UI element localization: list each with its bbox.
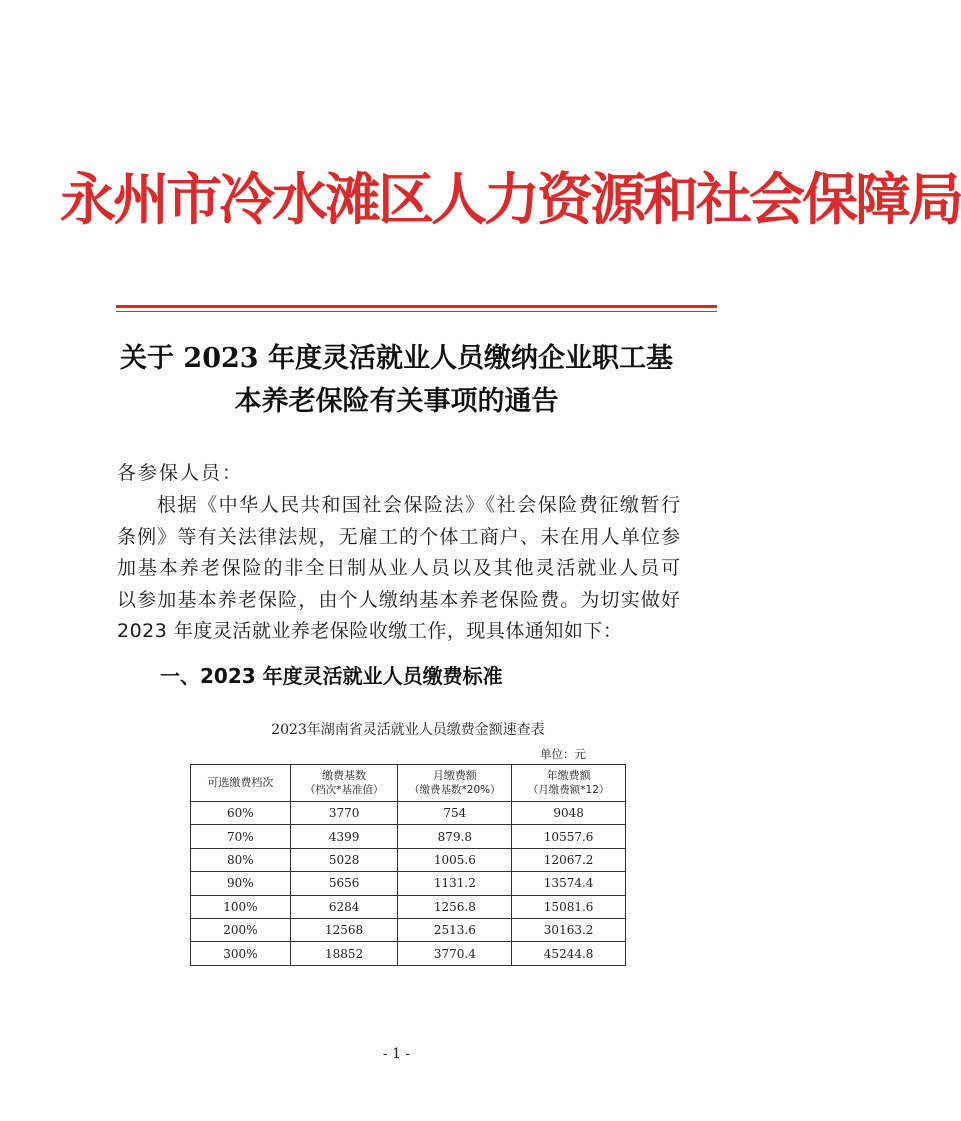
table-header-row: [191, 765, 626, 802]
header-sublabel: （缴费基数*20%）: [409, 784, 501, 796]
body-line: 以参加基本养老保险，由个人缴纳基本养老保险费。为切实做好: [117, 588, 680, 611]
table-row: [191, 918, 626, 941]
table-row: [191, 848, 626, 871]
table-row: [191, 942, 626, 965]
table-cell: 100%: [191, 895, 291, 918]
body-line: 根据《中华人民共和国社会保险法》《社会保险费征缴暂行: [157, 494, 680, 516]
table-cell: 70%: [191, 825, 291, 848]
header-sublabel: （月缴费额*12）: [527, 784, 610, 796]
body-paragraph: [117, 490, 680, 648]
header-label: 缴费基数: [322, 769, 367, 782]
table-row: [191, 825, 626, 848]
table-cell: 3770.4: [398, 942, 512, 965]
header-sublabel: （档次*基准值）: [304, 784, 384, 796]
table-header-cell: [290, 765, 398, 802]
table-cell: 45244.8: [512, 942, 626, 965]
table-cell: 10557.6: [512, 825, 626, 848]
table-cell: 1005.6: [398, 848, 512, 871]
table-cell: 30163.2: [512, 918, 626, 941]
table-cell: 18852: [290, 942, 398, 965]
table-cell: 879.8: [398, 825, 512, 848]
table-cell: 9048: [512, 802, 626, 825]
table-cell: 90%: [191, 872, 291, 895]
letterhead-red-rule-thick: [116, 305, 717, 308]
table-cell: 3770: [290, 802, 398, 825]
table-header-cell: [191, 765, 291, 802]
table-cell: 1256.8: [398, 895, 512, 918]
table-cell: 200%: [191, 918, 291, 941]
table-header-cell: [398, 765, 512, 802]
table-cell: 60%: [191, 802, 291, 825]
table-cell: 300%: [191, 942, 291, 965]
salutation: 各参保人员：: [117, 462, 244, 484]
table-cell: 5028: [290, 848, 398, 871]
header-label: 月缴费额: [432, 769, 477, 782]
table-row: [191, 872, 626, 895]
table-row: [191, 802, 626, 825]
fee-table: [190, 764, 626, 966]
header-label: 年缴费额: [546, 769, 591, 782]
table-cell: 12568: [290, 918, 398, 941]
table-cell: 80%: [191, 848, 291, 871]
letterhead-agency-name: 永州市冷水滩区人力资源和社会保障局: [60, 167, 961, 233]
table-cell: 2513.6: [398, 918, 512, 941]
table-caption: 2023年湖南省灵活就业人员缴费金额速查表: [271, 722, 545, 738]
table-header-cell: [512, 765, 626, 802]
notice-title: [90, 337, 703, 423]
notice-title-line-1: 关于 2023 年度灵活就业人员缴纳企业职工基: [120, 343, 673, 374]
table-cell: 12067.2: [512, 848, 626, 871]
table-unit-note: 单位：元: [540, 747, 586, 761]
table-cell: 15081.6: [512, 895, 626, 918]
table-cell: 1131.2: [398, 872, 512, 895]
table-cell: 4399: [290, 825, 398, 848]
letterhead-red-rule-thin: [116, 311, 717, 312]
section-heading: 一、2023 年度灵活就业人员缴费标准: [160, 664, 503, 688]
table-cell: 6284: [290, 895, 398, 918]
table-row: [191, 895, 626, 918]
body-line: 加基本养老保险的非全日制从业人员以及其他灵活就业人员可: [117, 557, 680, 579]
body-line: 条例》等有关法律法规，无雇工的个体工商户、未在用人单位参: [117, 525, 680, 548]
header-label: 可选缴费档次: [207, 776, 274, 789]
body-line: 2023 年度灵活就业养老保险收缴工作，现具体通知如下：: [117, 620, 623, 642]
notice-title-line-2: 本养老保险有关事项的通告: [234, 386, 559, 417]
table-cell: 13574.4: [512, 872, 626, 895]
table-cell: 754: [398, 802, 512, 825]
page-number: - 1 -: [382, 1046, 411, 1062]
table-cell: 5656: [290, 872, 398, 895]
